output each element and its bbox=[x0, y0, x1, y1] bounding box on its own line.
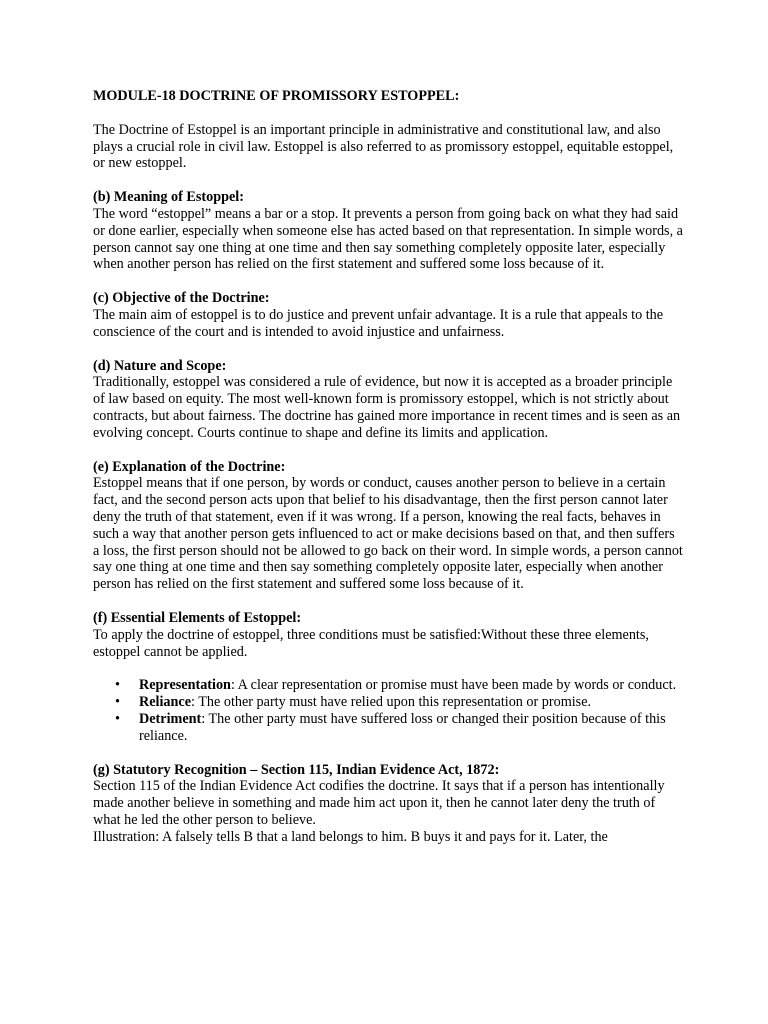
list-item-text: : The other party must have relied upon this representation or promise. bbox=[191, 694, 592, 711]
elements-list bbox=[93, 677, 683, 744]
section-explanation bbox=[93, 459, 683, 593]
section-heading: (b) Meaning of Estoppel: bbox=[93, 189, 244, 206]
section-heading: (e) Explanation of the Doctrine: bbox=[93, 458, 286, 475]
section-paragraph: The word “estoppel” means a bar or a stop. It prevents a person from going back on what they had said or done earlier, especially when someone else has acted based on that representation. In simple words, a person cannot say one thing at one time and then say something completely opposite later, especially when another person has relied on the first statement and suffered some loss because of it. bbox=[93, 205, 683, 273]
section-paragraph: To apply the doctrine of estoppel, three conditions must be satisfied:Without these three elements, estoppel cannot be applied. bbox=[93, 626, 649, 660]
illustration-paragraph: Illustration: A falsely tells B that a land belongs to him. B buys it and pays for it. Later, the bbox=[93, 828, 608, 845]
list-item-text: : A clear representation or promise must have been made by words or conduct. bbox=[230, 677, 677, 694]
bullet-icon: • bbox=[115, 710, 120, 727]
intro-paragraph: The Doctrine of Estoppel is an important principle in administrative and constitutional law, and also plays a crucial role in civil law. Estoppel is also referred to as promissory estoppel, equitable estoppel, or new estoppel. bbox=[93, 121, 674, 172]
section-paragraph: Estoppel means that if one person, by words or conduct, causes another person to believe in a certain fact, and the second person acts upon that belief to his disadvantage, then the first person cannot later deny the truth of that statement, even if it was wrong. If a person, knowing the real facts, behaves in such a way that another person gets influenced to act or make decisions based on that, and then suffers a loss, the first person should not be allowed to go back on their word. In simple words, a person cannot say one thing at one time and then say something completely opposite later, especially when another person has relied on the first statement and suffered some loss because of it. bbox=[93, 475, 683, 593]
section-heading: (f) Essential Elements of Estoppel: bbox=[93, 609, 302, 626]
list-item-term: Representation bbox=[139, 677, 231, 694]
section-meaning bbox=[93, 189, 683, 273]
list-item-text: : The other party must have suffered loss or changed their position because of this reliance. bbox=[139, 710, 666, 744]
document-body bbox=[93, 88, 683, 845]
bullet-icon: • bbox=[115, 694, 120, 711]
section-paragraph: The main aim of estoppel is to do justice and prevent unfair advantage. It is a rule that appeals to the conscience of the court and is intended to avoid injustice and unfairness. bbox=[93, 306, 664, 340]
section-elements bbox=[93, 610, 683, 745]
section-heading: (c) Objective of the Doctrine: bbox=[93, 290, 270, 307]
list-item bbox=[93, 711, 683, 745]
list-item bbox=[93, 694, 683, 711]
list-item-term: Reliance bbox=[139, 694, 192, 711]
bullet-icon: • bbox=[115, 677, 120, 694]
section-heading: (g) Statutory Recognition – Section 115, Indian Evidence Act, 1872: bbox=[93, 761, 500, 778]
page-title: MODULE-18 DOCTRINE OF PROMISSORY ESTOPPEL: bbox=[93, 88, 460, 104]
list-item bbox=[93, 677, 683, 694]
section-heading: (d) Nature and Scope: bbox=[93, 357, 227, 374]
section-paragraph: Section 115 of the Indian Evidence Act codifies the doctrine. It says that if a person has intentionally made another believe in something and made him act upon it, then he cannot later deny the truth of what he led the other person to believe. bbox=[93, 778, 665, 828]
section-paragraph: Traditionally, estoppel was considered a rule of evidence, but now it is accepted as a broader principle of law based on equity. The most well-known form is promissory estoppel, which is not strictly about contracts, but about fairness. The doctrine has gained more importance in recent times and is seen as an evolving concept. Courts continue to shape and define its limits and application. bbox=[93, 374, 681, 441]
section-nature bbox=[93, 358, 683, 442]
list-item-term: Detriment bbox=[139, 710, 202, 727]
section-statutory bbox=[93, 762, 683, 846]
section-objective bbox=[93, 290, 683, 340]
